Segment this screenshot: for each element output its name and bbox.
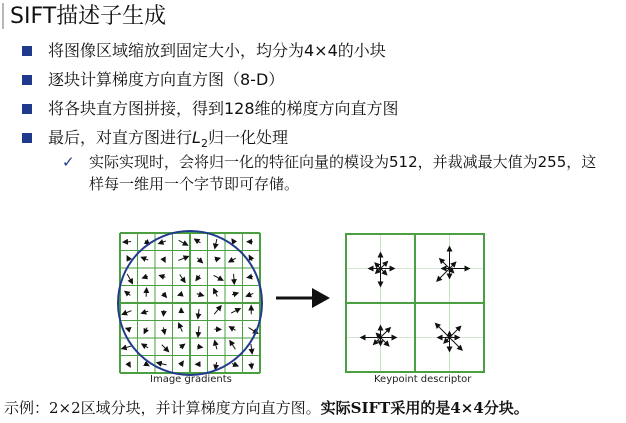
- histogram-arrow: [450, 326, 461, 337]
- gradient-arrow: [126, 328, 130, 329]
- bullet-item-normalize: [22, 123, 622, 152]
- footer-bold-text: 实际SIFT采用的是4×4分块。: [320, 399, 529, 417]
- keypoint-descriptor-panel: [346, 234, 484, 372]
- gradient-arrow: [197, 347, 202, 348]
- gradient-arrow: [142, 276, 147, 278]
- gradient-arrow: [215, 239, 217, 248]
- histogram-arrow: [376, 269, 381, 274]
- gradient-arrow: [179, 323, 183, 332]
- gradient-arrow: [163, 258, 165, 262]
- gradient-arrow: [159, 241, 166, 244]
- gradient-arrow: [214, 306, 221, 315]
- gradient-arrow: [125, 291, 131, 295]
- keypoint-descriptor-caption: Keypoint descriptor: [374, 374, 472, 385]
- footer-note: [4, 396, 622, 420]
- gradient-arrow: [141, 311, 148, 313]
- gradient-arrow: [180, 344, 185, 348]
- histogram-arrow: [450, 338, 463, 351]
- gradient-arrow: [196, 275, 200, 280]
- gradient-arrow: [215, 258, 220, 260]
- gradient-arrow: [159, 275, 165, 277]
- histogram-arrow: [375, 263, 381, 269]
- bullet-text: 逐块计算梯度方向直方图（8-D）: [48, 70, 285, 89]
- bullet-text: 将图像区域缩放到固定大小，均分为4×4的小块: [48, 41, 386, 60]
- gradient-arrow: [249, 255, 252, 260]
- gradient-arrow: [178, 294, 183, 295]
- footer-text: 示例：2×2区域分块，并计算梯度方向直方图。: [4, 399, 321, 417]
- bullet-list: [22, 36, 622, 152]
- gradient-arrow: [194, 239, 200, 243]
- gradient-arrow: [247, 276, 253, 277]
- histogram-arrow: [437, 269, 450, 282]
- bullet-text-var: L: [192, 128, 201, 147]
- gradient-arrow: [179, 240, 188, 245]
- gradient-arrow: [232, 364, 238, 367]
- sub-bullet-text: 实际实现时，会将归一化的特征向量的模设为512，并裁减最大值为255，这样每一维用一个字节即可存储。: [89, 153, 597, 193]
- right-arrow-icon: [276, 288, 330, 308]
- gradient-arrow: [214, 289, 218, 297]
- histogram-arrow: [376, 333, 380, 337]
- gradient-arrow: [122, 311, 131, 315]
- gradient-arrow: [198, 309, 199, 318]
- gradient-arrow: [251, 362, 252, 368]
- histogram-arrow: [444, 338, 450, 344]
- gradient-arrow: [234, 274, 235, 284]
- histogram-arrow: [450, 262, 456, 268]
- bullet-text: 将各块直方图拼接，得到128维的梯度方向直方图: [48, 99, 399, 118]
- histogram-arrow: [381, 338, 389, 346]
- gradient-arrow: [215, 362, 216, 369]
- slide-title: SIFT描述子生成: [10, 4, 167, 29]
- bullet-text-before: 最后，对直方图进行: [48, 128, 193, 147]
- bullet-text-after: 归一化处理: [207, 128, 288, 147]
- gradient-arrow: [229, 327, 235, 331]
- gradient-arrow: [197, 258, 202, 263]
- gradient-arrow: [127, 256, 129, 261]
- histogram-arrow: [450, 269, 454, 273]
- histogram-arrow: [435, 323, 449, 337]
- histogram-arrow: [381, 261, 388, 268]
- gradient-arrow: [246, 293, 253, 296]
- title-accent-bar: [2, 3, 4, 29]
- gradient-arrow: [230, 341, 235, 350]
- gradient-arrow: [232, 293, 238, 295]
- gradient-arrow: [163, 327, 165, 334]
- bullet-item-histogram: [22, 65, 622, 94]
- square-bullet-icon: [22, 46, 32, 56]
- gradient-arrow: [180, 361, 183, 365]
- gradient-arrow: [142, 344, 148, 348]
- gradient-arrow: [144, 328, 147, 334]
- gradient-arrow: [141, 257, 148, 260]
- gradient-arrow: [215, 340, 217, 349]
- bullet-item-resize: [22, 36, 622, 65]
- gradient-arrow: [198, 326, 199, 337]
- gradient-arrow: [251, 344, 252, 354]
- bullet-item-concatenate: [22, 94, 622, 123]
- gradient-arrow: [232, 239, 235, 243]
- gradient-arrow: [214, 275, 223, 280]
- arrow-head: [312, 288, 330, 308]
- gradient-arrow: [157, 363, 167, 365]
- gradient-arrow: [127, 274, 132, 284]
- histogram-arrow: [381, 328, 391, 338]
- gradient-arrow: [229, 258, 236, 262]
- gradient-arrow: [145, 364, 149, 366]
- gradient-arrow: [162, 345, 169, 352]
- gradient-arrow: [178, 256, 188, 260]
- bullet-text-sub: 2: [200, 137, 208, 151]
- histogram-arrow: [373, 338, 380, 345]
- image-gradients-caption: Image gradients: [150, 374, 232, 385]
- check-mark-icon: ✓: [62, 153, 75, 171]
- sub-bullet: [62, 151, 609, 195]
- square-bullet-icon: [22, 133, 32, 143]
- image-gradients-panel: [118, 231, 262, 375]
- square-bullet-icon: [22, 104, 32, 114]
- histogram-arrow: [440, 259, 450, 269]
- gradient-arrow: [128, 363, 130, 367]
- gradient-arrow: [122, 346, 132, 349]
- gradient-arrow: [231, 309, 240, 314]
- square-bullet-icon: [22, 75, 32, 85]
- gradient-arrow: [197, 294, 204, 296]
- sift-diagram: [0, 220, 626, 390]
- histogram-arrow: [381, 269, 387, 275]
- gradient-arrow: [180, 274, 185, 282]
- gradient-arrow: [163, 310, 164, 316]
- gradient-arrow: [163, 293, 167, 297]
